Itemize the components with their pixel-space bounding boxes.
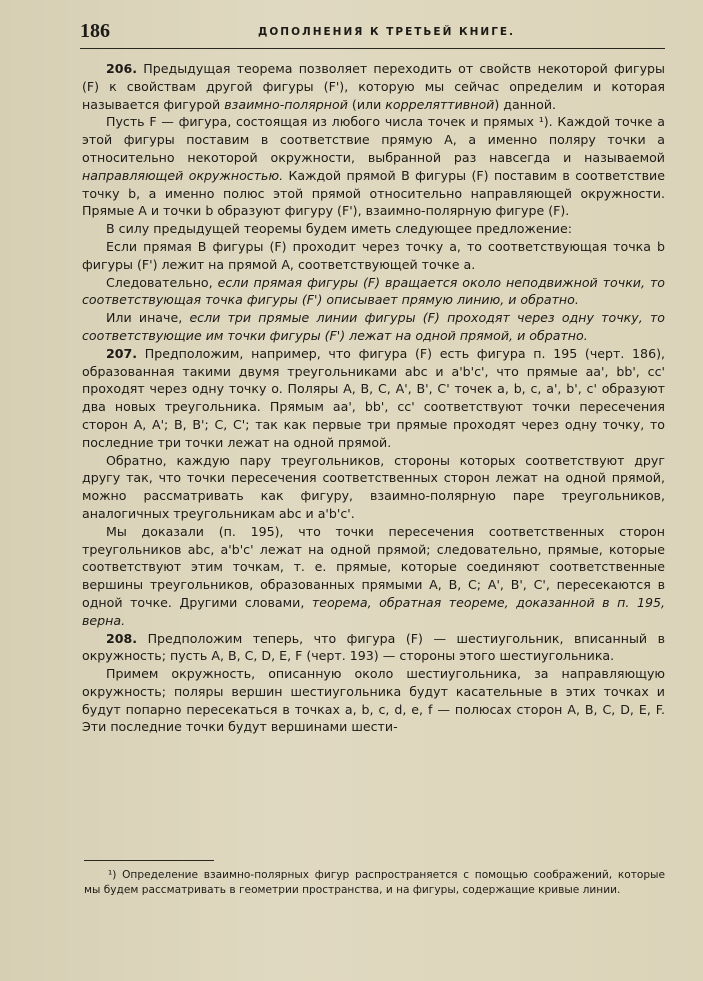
page-number: 186 bbox=[80, 20, 110, 42]
paragraph-text: Предположим, например, что фигура (F) есть фигура п. 195 (черт. 186), образованная такими двумя треугольниками abc и a'b'c', что прямые aa', bb', cc' проходят через одну точку o. Поляры A, B, C, A', B', C' точек a, b, c, a', b', c' образуют два новых треугольника. Прямым aa', bb', cc' соответствуют точки пересечения сторон A, A'; B, B'; C, C'; так как первые три прямые проходят через одну точку, то последние три точки лежат на одной прямой. bbox=[82, 345, 665, 450]
paragraph-206 bbox=[82, 60, 665, 113]
paragraph-text: Мы доказали (п. 195), что точки пересечения соответственных сторон треугольников abc, a'b'c' лежат на одной прямой; следовательно, прямые, которые соответствуют этим точкам, т. е. прямые, которые соединяют соответственные вершины треугольников, образованных прямыми A, B, C; A', B', C', пересекаются в одной точке. Другими словами, bbox=[82, 523, 665, 610]
section-number: 206. bbox=[106, 61, 138, 76]
paragraph-207 bbox=[82, 345, 665, 452]
section-number: 208. bbox=[106, 630, 138, 646]
italic-statement: теорема, обратная теореме, доказанной в п. 195, верна. bbox=[82, 594, 665, 628]
paragraph-text: Каждой прямой B фигуры (F) поставим в соответствие точку b, а именно полюс этой прямой относительно направляющей окружности. Прямые A и точки b образуют фигуру (F'), взаимно-полярную фигуре (F). bbox=[82, 167, 665, 219]
paragraph-208 bbox=[82, 630, 665, 666]
paragraph-text: (или bbox=[347, 96, 386, 112]
italic-term: направляющей окружностью. bbox=[82, 167, 284, 183]
paragraph-otherwise bbox=[82, 309, 665, 345]
paragraph-text: Примем окружность, описанную около шестиугольника, за направляющую окружность; поляры вершин шестиугольника будут касательные в этих точках и будут попарно пересекаться в точках a, b, c, d, e, f — полюсах сторон A, B, C, D, E, F. Эти последние точки будут вершинами шести- bbox=[82, 666, 665, 735]
section-number: 207. bbox=[106, 345, 138, 361]
paragraph-definition bbox=[82, 113, 665, 220]
footnote-rule bbox=[84, 860, 214, 861]
paragraph-proved bbox=[82, 523, 665, 630]
paragraph-text: В силу предыдущей теоремы будем иметь следующее предложение: bbox=[106, 221, 572, 237]
paragraph-text: Или иначе, bbox=[106, 310, 190, 326]
footnote: ¹) Определение взаимно-полярных фигур распространяется с помощью соображений, которые мы будем рассматривать в геометрии пространства, и на фигуры, содержащие кривые линии. bbox=[84, 869, 665, 896]
page-header bbox=[80, 20, 665, 46]
paragraph-hexagon bbox=[82, 665, 665, 736]
paragraph-text: Пусть F — фигура, состоящая из любого числа точек и прямых ¹). Каждой точке a этой фигуры поставим в соответствие прямую A, а именно поляру точки a относительно некоторой окружности, выбранной раз навсегда и называемой bbox=[82, 114, 665, 165]
italic-statement: если прямая фигуры (F) вращается около неподвижной точки, то соответствующая точка фигуры (F') описывает прямую линию, и обратно. bbox=[82, 274, 665, 308]
paragraph-proposition bbox=[82, 238, 665, 274]
paragraph-text: Если прямая B фигуры (F) проходит через точку a, то соответствующая точка b фигуры (F') лежит на прямой A, соответствующей точке a. bbox=[82, 238, 665, 272]
italic-statement: если три прямые линии фигуры (F) проходят через одну точку, то соответствующие им точки фигуры (F') лежат на одной прямой, и обратно. bbox=[82, 310, 665, 343]
paragraph-text: ) данной. bbox=[494, 96, 557, 112]
paragraph-text: Обратно, каждую пару треугольников, стороны которых соответствуют друг другу так, что точки пересечения соответственных сторон лежат на одной прямой, можно рассматривать как фигуру, взаимно-полярную паре треугольников, аналогичных треугольникам abc и a'b'c'. bbox=[82, 452, 665, 521]
paragraph-text: Предположим теперь, что фигура (F) — шестиугольник, вписанный в окружность; пусть A, B, C, D, E, F (черт. 193) — стороны этого шестиугольника. bbox=[82, 630, 665, 664]
paragraph-text: Предыдущая теорема позволяет переходить от свойств некоторой фигуры (F) к свойствам другой фигуры (F'), которую мы сейчас определим и которая называется фигурой bbox=[82, 61, 665, 112]
paragraph-converse bbox=[82, 452, 665, 523]
running-head: ДОПОЛНЕНИЯ К ТРЕТЬЕЙ КНИГЕ. bbox=[258, 26, 516, 38]
paragraph-text: Следовательно, bbox=[106, 274, 218, 290]
italic-term: корреляттивной bbox=[385, 96, 495, 112]
header-rule bbox=[80, 48, 665, 49]
italic-term: взаимно-полярной bbox=[224, 96, 348, 112]
paragraph-lead bbox=[82, 220, 665, 238]
page-body bbox=[82, 60, 665, 736]
paragraph-consequence bbox=[82, 274, 665, 310]
